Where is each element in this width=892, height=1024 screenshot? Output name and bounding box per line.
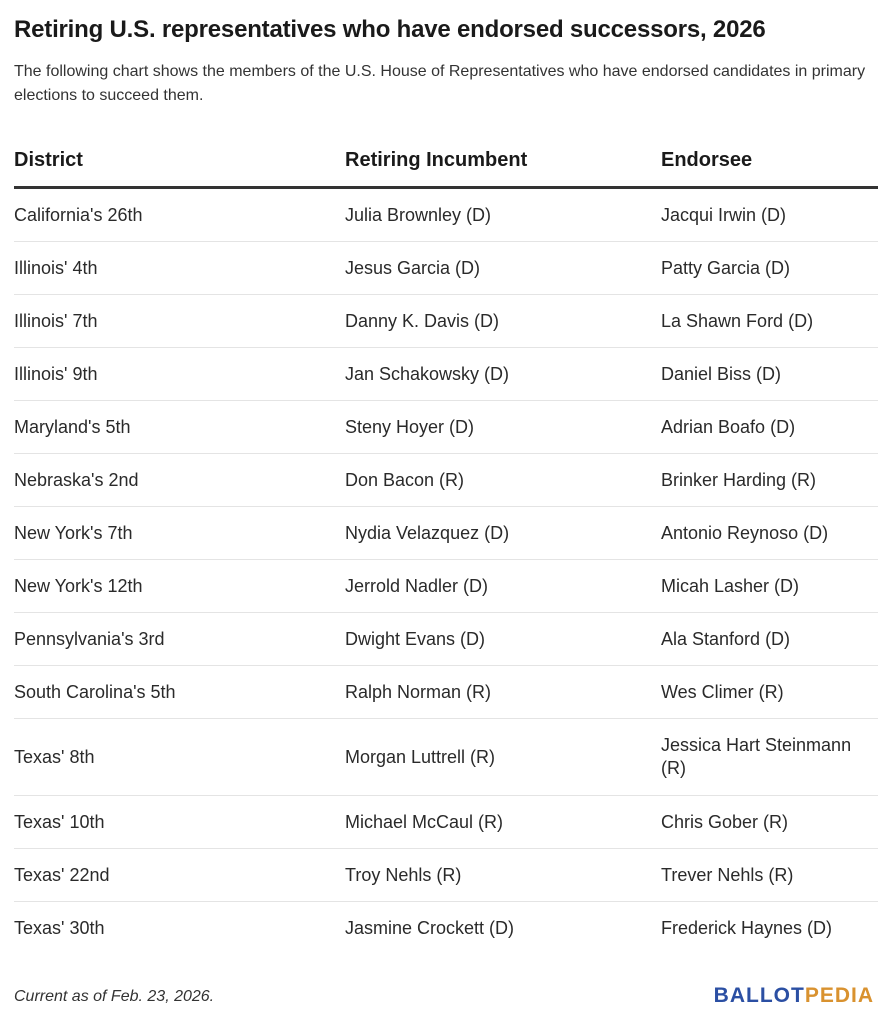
logo-text-pedia: PEDIA — [804, 984, 874, 1007]
district-cell: South Carolina's 5th — [14, 666, 345, 719]
retiring-incumbent-cell: Jan Schakowsky (D) — [345, 348, 661, 401]
endorsements-table — [14, 134, 878, 954]
retiring-incumbent-cell: Julia Brownley (D) — [345, 188, 661, 242]
table-row — [14, 902, 878, 955]
table-row — [14, 295, 878, 348]
page-title: Retiring U.S. representatives who have endorsed successors, 2026 — [14, 16, 766, 43]
endorsee-cell: Jessica Hart Steinmann (R) — [661, 719, 878, 796]
district-cell: Texas' 22nd — [14, 849, 345, 902]
page-subtitle: The following chart shows the members of the U.S. House of Representatives who have endorsed candidates in primary elections to succeed them. — [14, 63, 866, 104]
column-header-retiring-incumbent: Retiring Incumbent — [345, 134, 661, 188]
endorsee-cell: Chris Gober (R) — [661, 796, 878, 849]
table-row — [14, 348, 878, 401]
retiring-incumbent-cell: Jerrold Nadler (D) — [345, 560, 661, 613]
endorsee-cell: La Shawn Ford (D) — [661, 295, 878, 348]
district-cell: Nebraska's 2nd — [14, 454, 345, 507]
district-cell: California's 26th — [14, 188, 345, 242]
retiring-incumbent-cell: Don Bacon (R) — [345, 454, 661, 507]
district-cell: New York's 7th — [14, 507, 345, 560]
table-row — [14, 719, 878, 796]
table-row — [14, 796, 878, 849]
district-cell: Pennsylvania's 3rd — [14, 613, 345, 666]
retiring-incumbent-cell: Nydia Velazquez (D) — [345, 507, 661, 560]
endorsee-cell: Frederick Haynes (D) — [661, 917, 833, 938]
endorsee-cell: Ala Stanford (D) — [661, 613, 878, 666]
column-header-district: District — [14, 134, 345, 188]
table-row — [14, 849, 878, 902]
district-cell: Texas' 10th — [14, 796, 345, 849]
table-row — [14, 188, 878, 242]
retiring-incumbent-cell: Troy Nehls (R) — [345, 849, 661, 902]
table-header-row — [14, 134, 878, 188]
table-row — [14, 666, 878, 719]
endorsee-cell: Adrian Boafo (D) — [661, 401, 878, 454]
table-row — [14, 507, 878, 560]
table-row — [14, 401, 878, 454]
retiring-incumbent-cell: Jesus Garcia (D) — [345, 242, 661, 295]
endorsee-cell: Trever Nehls (R) — [661, 849, 878, 902]
retiring-incumbent-cell: Jasmine Crockett (D) — [345, 917, 515, 938]
endorsee-cell: Brinker Harding (R) — [661, 454, 878, 507]
retiring-incumbent-cell: Ralph Norman (R) — [345, 666, 661, 719]
footnote: Current as of Feb. 23, 2026. — [14, 988, 215, 1005]
table-row — [14, 613, 878, 666]
district-cell: New York's 12th — [14, 560, 345, 613]
table-body — [14, 188, 878, 955]
table-row — [14, 454, 878, 507]
table-row — [14, 560, 878, 613]
district-cell: Illinois' 7th — [14, 295, 345, 348]
retiring-incumbent-cell: Michael McCaul (R) — [345, 796, 661, 849]
retiring-incumbent-cell: Steny Hoyer (D) — [345, 401, 661, 454]
district-cell: Texas' 8th — [14, 719, 345, 796]
retiring-incumbent-cell: Dwight Evans (D) — [345, 613, 661, 666]
district-cell: Illinois' 4th — [14, 242, 345, 295]
table-row — [14, 242, 878, 295]
ballotpedia-logo[interactable] — [714, 984, 874, 1008]
endorsee-cell: Micah Lasher (D) — [661, 560, 878, 613]
retiring-incumbent-cell: Danny K. Davis (D) — [345, 295, 661, 348]
endorsee-cell: Patty Garcia (D) — [661, 242, 878, 295]
endorsee-cell: Daniel Biss (D) — [661, 348, 878, 401]
logo-text-ballot: BALLOT — [713, 984, 805, 1007]
retiring-incumbent-cell: Morgan Luttrell (R) — [345, 719, 661, 796]
endorsee-cell: Wes Climer (R) — [661, 666, 878, 719]
column-header-endorsee: Endorsee — [661, 134, 878, 188]
district-cell: Illinois' 9th — [14, 348, 345, 401]
endorsee-cell: Jacqui Irwin (D) — [661, 188, 878, 242]
endorsee-cell: Antonio Reynoso (D) — [661, 507, 878, 560]
district-cell: Maryland's 5th — [14, 401, 345, 454]
district-cell: Texas' 30th — [14, 917, 105, 938]
